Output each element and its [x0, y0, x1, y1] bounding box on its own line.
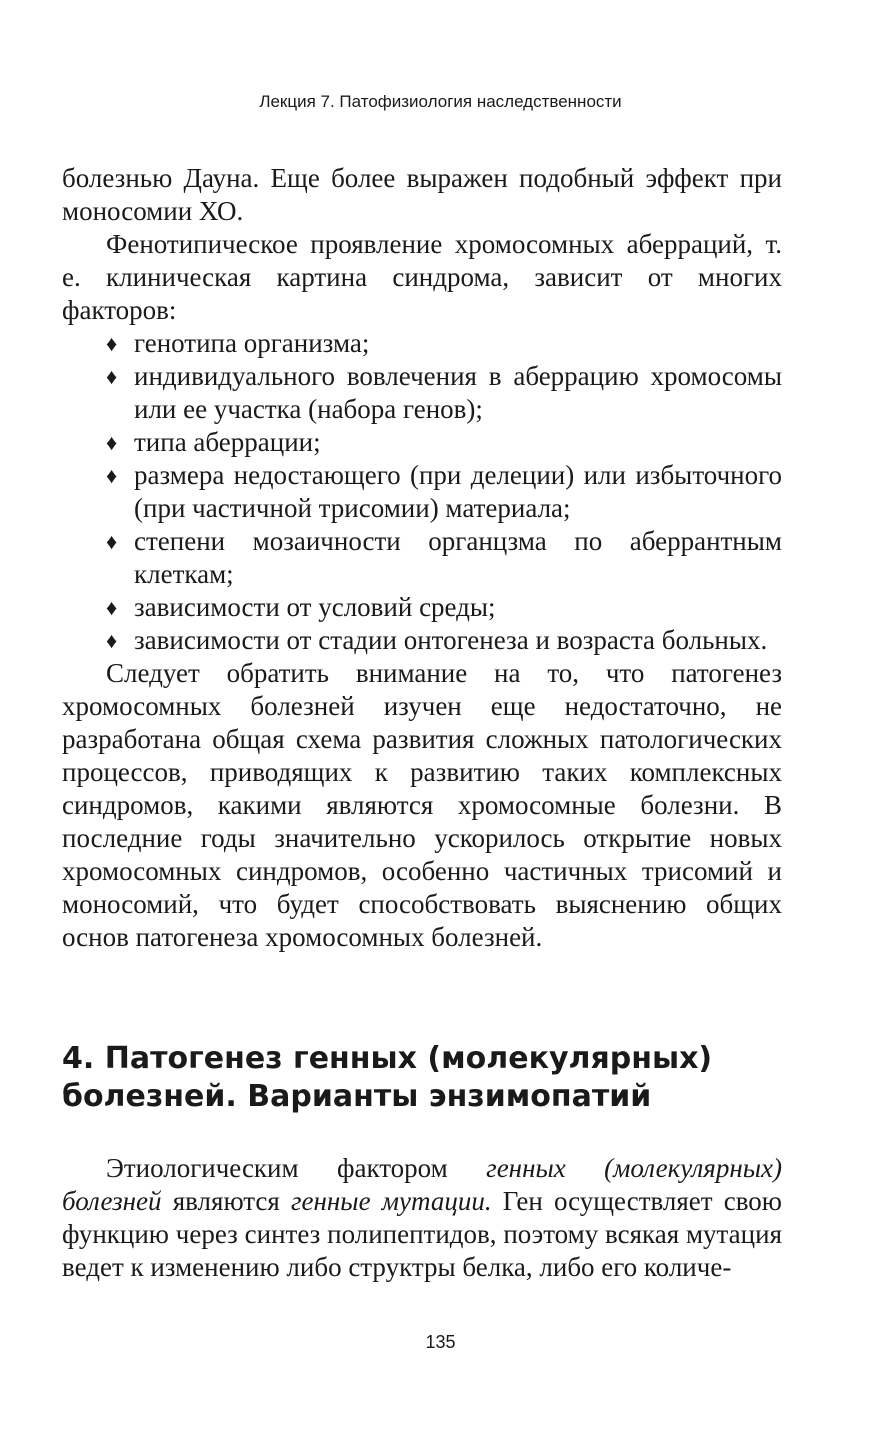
- list-item: ♦ степени мозаичности органцзма по аберрантным клеткам;: [106, 526, 782, 589]
- italic-term: генных (молекулярных) болезней: [62, 1153, 782, 1216]
- diamond-bullet-icon: ♦: [106, 463, 118, 488]
- list-item: ♦ размера недостающего (при делеции) или избыточного (при частичной трисомии) материала;: [106, 460, 782, 523]
- italic-term: генные мутации.: [291, 1186, 492, 1216]
- list-item: ♦ зависимости от условий среды;: [106, 592, 496, 622]
- section-text: [62, 1152, 782, 1284]
- paragraph-continuation: болезнью Дауна. Еще более выражен подобный эффект при моносомии ХО.: [62, 163, 782, 226]
- diamond-bullet-icon: ♦: [106, 595, 118, 620]
- running-head: Лекция 7. Патофизиология наследственности: [259, 92, 622, 111]
- paragraph-pathogenesis: Следует обратить внимание на то, что патогенез хромосомных болезней изучен еще недостаточно, не разработана общая схема развития сложных патологических процессов, приводящих к развитию таких комплексных синдромов, какими являются хромосомные болезни. В последние годы значительно ускорилось открытие новых хромосомных синдромов, особенно частичных трисомий и моносомий, что будет способствовать выяснению общих основ патогенеза хромосомных болезней.: [62, 658, 782, 952]
- diamond-bullet-icon: ♦: [106, 529, 118, 554]
- section-heading: 4. Патогенез генных (молекулярных) болезней. Варианты энзимопатий: [62, 1041, 713, 1114]
- page-number: 135: [425, 1332, 456, 1352]
- list-item: ♦ типа аберрации;: [106, 427, 321, 457]
- factors-list: [62, 327, 782, 657]
- list-item: ♦ зависимости от стадии онтогенеза и возраста больных.: [106, 625, 768, 655]
- diamond-bullet-icon: ♦: [106, 364, 118, 389]
- main-text: [62, 162, 782, 954]
- list-item: ♦ индивидуального вовлечения в аберрацию хромосомы или ее участка (набора генов);: [106, 361, 782, 424]
- list-item: ♦ генотипа организма;: [106, 328, 370, 358]
- diamond-bullet-icon: ♦: [106, 331, 118, 356]
- diamond-bullet-icon: ♦: [106, 430, 118, 455]
- paragraph-factors-intro: Фенотипическое проявление хромосомных аберраций, т. е. клиническая картина синдрома, зависит от многих факторов:: [62, 229, 782, 325]
- paragraph-etiology: Этиологическим фактором генных (молекулярных) болезней являются генные мутации. Ген осуществляет свою функцию через синтез полипептидов, поэтому всякая мутация ведет к изменению либо структры белка, либо его количе-: [62, 1153, 782, 1282]
- diamond-bullet-icon: ♦: [106, 628, 118, 653]
